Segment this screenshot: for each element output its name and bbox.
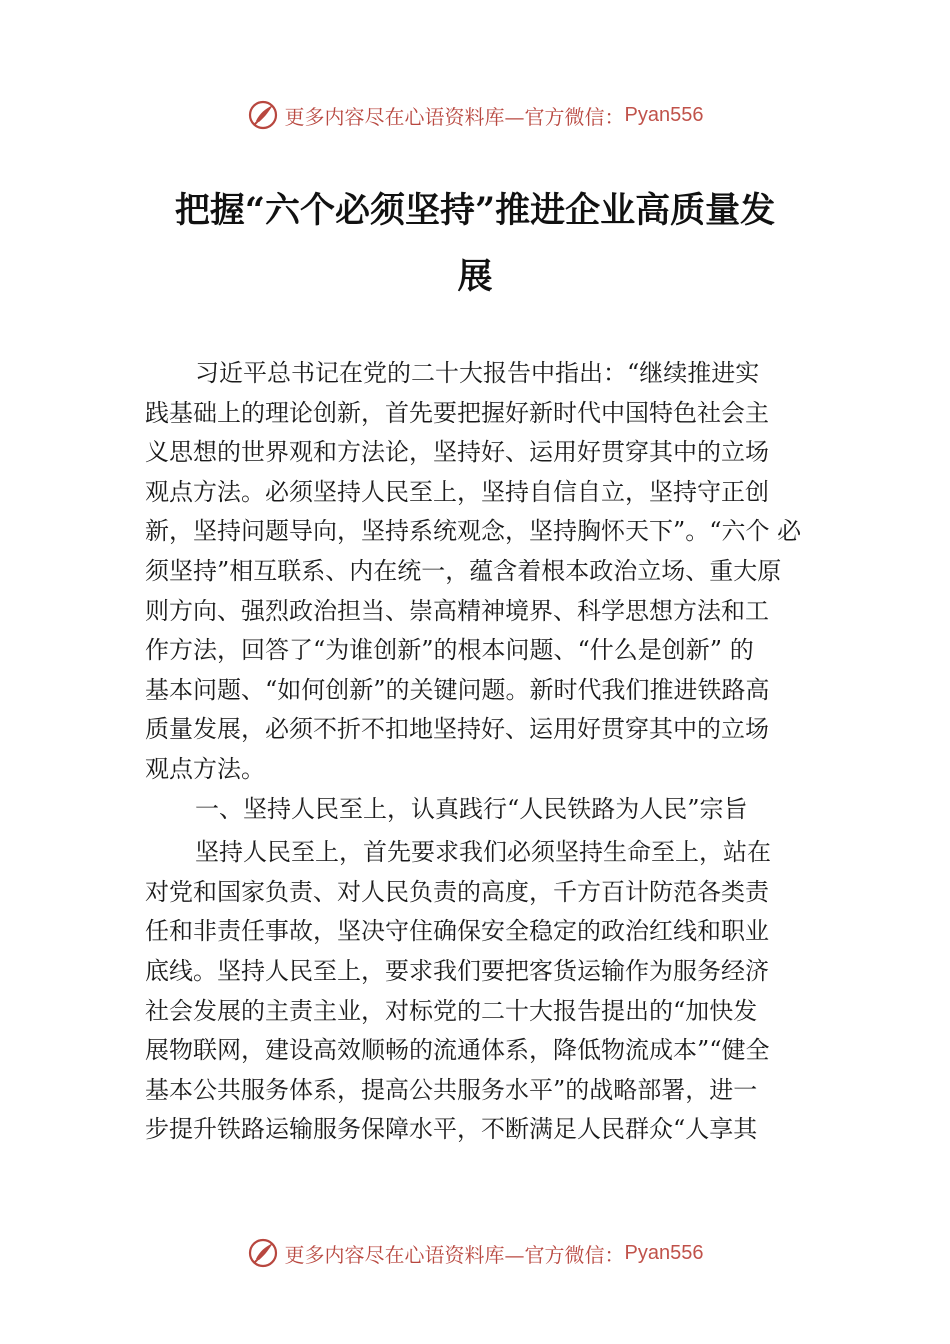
document-title	[0, 178, 950, 310]
paragraph-line: 质量发展，必须不折不扣地坚持好、运用好贯穿其中的立场	[145, 715, 769, 744]
paragraph-line: 践基础上的理论创新，首先要把握好新时代中国特色社会主	[145, 398, 769, 427]
paragraph-line: 社会发展的主责主业，对标党的二十大报告提出的“加快发	[145, 996, 758, 1025]
paragraph-line: 对党和国家负责、对人民负责的高度，千方百计防范各类责	[145, 877, 769, 906]
paragraph-line: 作方法，回答了“为谁创新”的根本问题、“什么是创新” 的	[145, 636, 754, 665]
footer-wechat-id: Pyan556	[624, 1241, 704, 1264]
title-line-2: 展	[457, 256, 493, 297]
paragraph-line: 须坚持”相互联系、内在统一，蕴含着根本政治立场、重大原	[145, 556, 782, 585]
paragraph-line: 展物联网，建设高效顺畅的流通体系，降低物流成本”“健全	[145, 1036, 770, 1065]
footer-watermark-banner	[0, 1233, 950, 1273]
document-body	[145, 354, 810, 1150]
paragraph-line: 则方向、强烈政治担当、崇高精神境界、科学思想方法和工	[145, 596, 769, 625]
quill-logo-icon	[247, 99, 279, 131]
paragraph-line: 观点方法。	[145, 754, 265, 783]
paragraph-line: 观点方法。必须坚持人民至上，坚持自信自立，坚持守正创	[145, 477, 769, 506]
paragraph-line: 新，坚持问题导向，坚持系统观念，坚持胸怀天下”。“六个 必	[145, 517, 802, 546]
header-wechat-id: Pyan556	[624, 103, 704, 126]
footer-banner-text: 更多内容尽在心语资料库—官方微信：	[284, 1242, 625, 1267]
header-banner-text: 更多内容尽在心语资料库—官方微信：	[284, 104, 625, 129]
paragraph-line: 义思想的世界观和方法论，坚持好、运用好贯穿其中的立场	[145, 438, 769, 467]
paragraph-2	[145, 833, 810, 1150]
paragraph-line: 任和非责任事故，坚决守住确保安全稳定的政治红线和职业	[145, 917, 769, 946]
paragraph-line: 基本公共服务体系，提高公共服务水平”的战略部署，进一	[145, 1075, 758, 1104]
header-watermark-banner	[0, 95, 950, 135]
paragraph-line: 底线。坚持人民至上，要求我们要把客货运输作为服务经济	[145, 956, 769, 985]
paragraph-line: 基本问题、“如何创新”的关键问题。新时代我们推进铁路高	[145, 675, 770, 704]
paragraph-line: 步提升铁路运输服务保障水平，不断满足人民群众“人享其	[145, 1115, 758, 1144]
paragraph-line: 习近平总书记在党的二十大报告中指出：“继续推进实	[195, 359, 760, 387]
title-line-1: 把握“六个必须坚持”推进企业高质量发	[174, 190, 776, 231]
section-heading-1: 一、坚持人民至上，认真践行“人民铁路为人民”宗旨	[195, 794, 748, 823]
paragraph-1	[145, 354, 810, 790]
quill-logo-icon	[247, 1237, 279, 1269]
paragraph-line: 坚持人民至上，首先要求我们必须坚持生命至上，站在	[195, 838, 771, 867]
